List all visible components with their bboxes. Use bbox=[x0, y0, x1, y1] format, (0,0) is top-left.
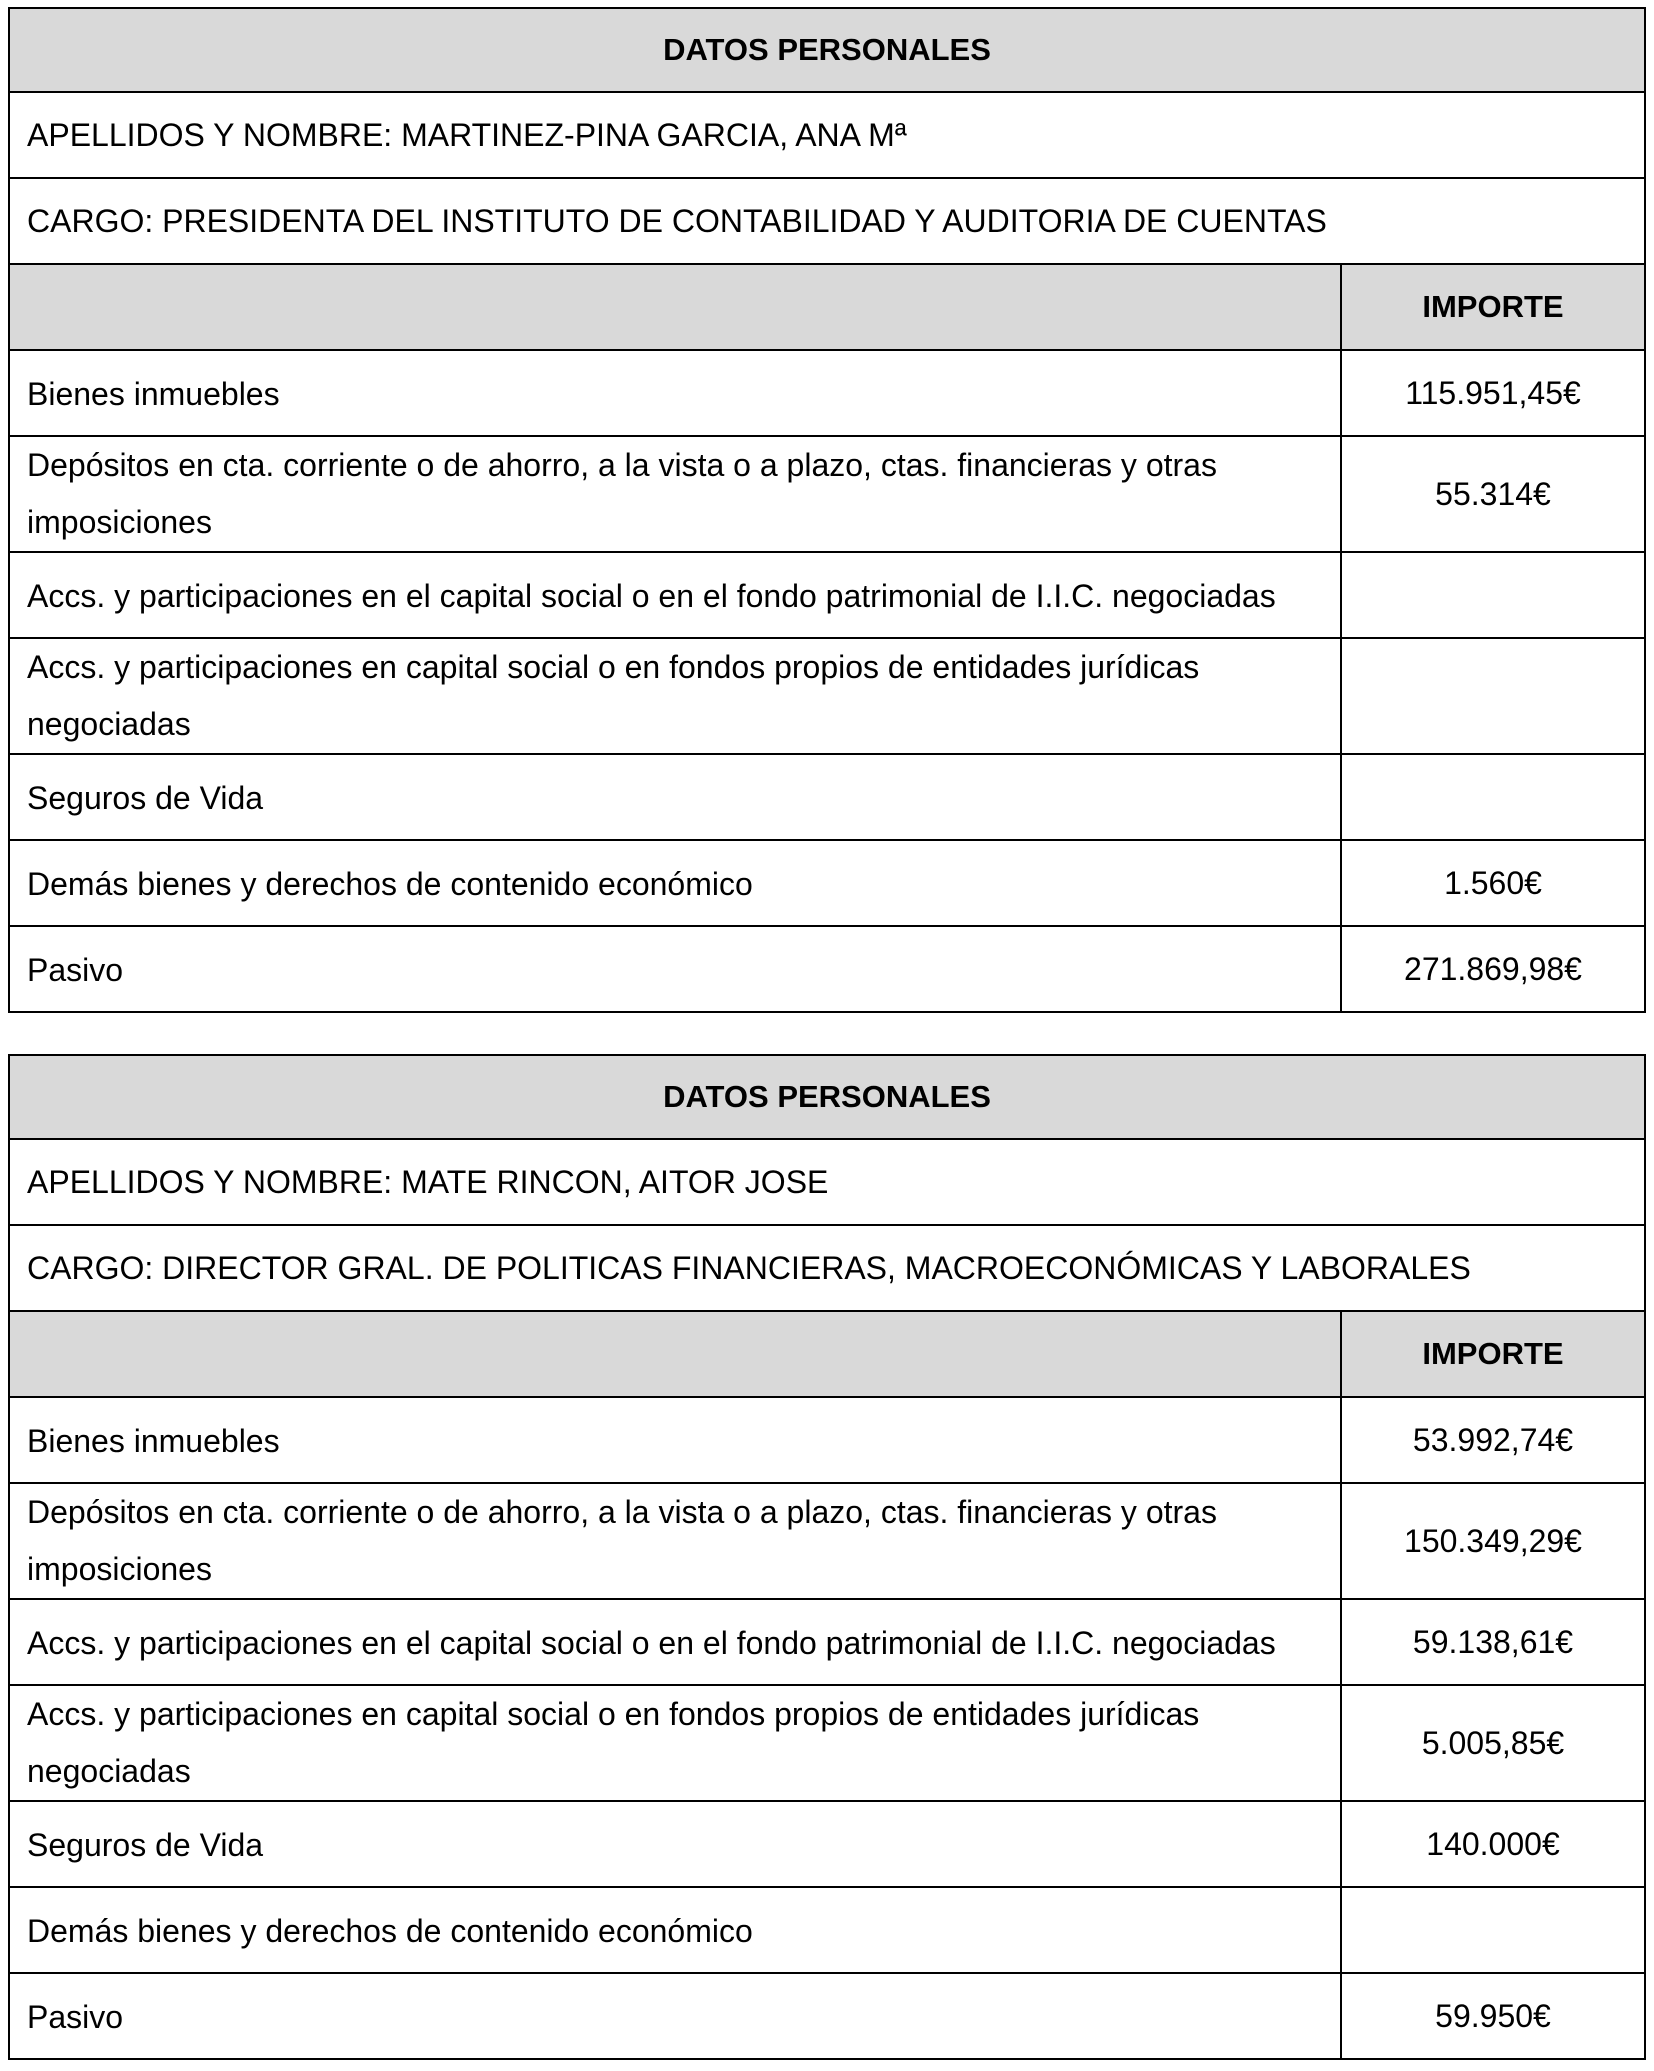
row-label: Pasivo bbox=[10, 927, 1342, 1011]
row-label: Depósitos en cta. corriente o de ahorro, a la vista o a plazo, ctas. financieras y otras imposiciones bbox=[10, 437, 1342, 551]
row-label: Demás bienes y derechos de contenido económico bbox=[10, 841, 1342, 925]
table-row bbox=[8, 1484, 1646, 1600]
table-row bbox=[8, 841, 1646, 927]
row-label: Accs. y participaciones en el capital social o en el fondo patrimonial de I.I.C. negociadas bbox=[10, 553, 1342, 637]
row-label: Accs. y participaciones en el capital social o en el fondo patrimonial de I.I.C. negociadas bbox=[10, 1600, 1342, 1684]
table-row bbox=[8, 1888, 1646, 1974]
section-title: DATOS PERSONALES bbox=[8, 7, 1646, 93]
row-amount: 140.000€ bbox=[1426, 1825, 1560, 1862]
table-row bbox=[8, 437, 1646, 553]
row-label: Pasivo bbox=[10, 1974, 1342, 2058]
name-row: APELLIDOS Y NOMBRE: MARTINEZ-PINA GARCIA, ANA Mª bbox=[8, 93, 1646, 179]
table-row bbox=[8, 553, 1646, 639]
table-row bbox=[8, 1802, 1646, 1888]
table-row bbox=[8, 927, 1646, 1013]
row-amount: 115.951,45€ bbox=[1405, 374, 1581, 411]
section-title: DATOS PERSONALES bbox=[8, 1054, 1646, 1140]
row-amount bbox=[1342, 553, 1644, 637]
row-amount bbox=[1342, 755, 1644, 839]
row-amount: 5.005,85€ bbox=[1421, 1724, 1565, 1761]
row-label: Depósitos en cta. corriente o de ahorro, a la vista o a plazo, ctas. financieras y otras imposiciones bbox=[10, 1484, 1342, 1598]
row-label: Demás bienes y derechos de contenido económico bbox=[10, 1888, 1342, 1972]
row-amount: 150.349,29€ bbox=[1404, 1522, 1582, 1559]
table-row bbox=[8, 755, 1646, 841]
declaration-table-1 bbox=[8, 7, 1646, 1013]
row-amount: 271.869,98€ bbox=[1404, 950, 1582, 987]
table-row bbox=[8, 639, 1646, 755]
row-amount: 59.950€ bbox=[1435, 1997, 1551, 2034]
cargo-row: CARGO: DIRECTOR GRAL. DE POLITICAS FINANCIERAS, MACROECONÓMICAS Y LABORALES bbox=[8, 1226, 1646, 1312]
table-row bbox=[8, 1398, 1646, 1484]
declaration-table-2 bbox=[8, 1054, 1646, 2060]
row-amount: 59.138,61€ bbox=[1412, 1623, 1574, 1660]
amount-header: IMPORTE bbox=[1422, 289, 1564, 324]
table-row bbox=[8, 1974, 1646, 2060]
amount-header: IMPORTE bbox=[1422, 1336, 1564, 1371]
row-label: Accs. y participaciones en capital social o en fondos propios de entidades jurídicas negociadas bbox=[10, 1686, 1342, 1800]
row-amount: 53.992,74€ bbox=[1412, 1421, 1574, 1458]
header-label-cell bbox=[10, 1312, 1342, 1396]
amount-header-row bbox=[8, 1312, 1646, 1398]
name-row: APELLIDOS Y NOMBRE: MATE RINCON, AITOR JOSE bbox=[8, 1140, 1646, 1226]
cargo-row: CARGO: PRESIDENTA DEL INSTITUTO DE CONTABILIDAD Y AUDITORIA DE CUENTAS bbox=[8, 179, 1646, 265]
row-label: Seguros de Vida bbox=[10, 755, 1342, 839]
row-label: Bienes inmuebles bbox=[10, 1398, 1342, 1482]
row-amount bbox=[1342, 1888, 1644, 1972]
header-label-cell bbox=[10, 265, 1342, 349]
row-amount bbox=[1342, 639, 1644, 753]
row-label: Bienes inmuebles bbox=[10, 351, 1342, 435]
amount-header-row bbox=[8, 265, 1646, 351]
row-label: Seguros de Vida bbox=[10, 1802, 1342, 1886]
table-row bbox=[8, 1600, 1646, 1686]
table-row bbox=[8, 1686, 1646, 1802]
row-label: Accs. y participaciones en capital social o en fondos propios de entidades jurídicas negociadas bbox=[10, 639, 1342, 753]
table-row bbox=[8, 351, 1646, 437]
row-amount: 1.560€ bbox=[1444, 864, 1542, 901]
row-amount: 55.314€ bbox=[1435, 475, 1551, 512]
